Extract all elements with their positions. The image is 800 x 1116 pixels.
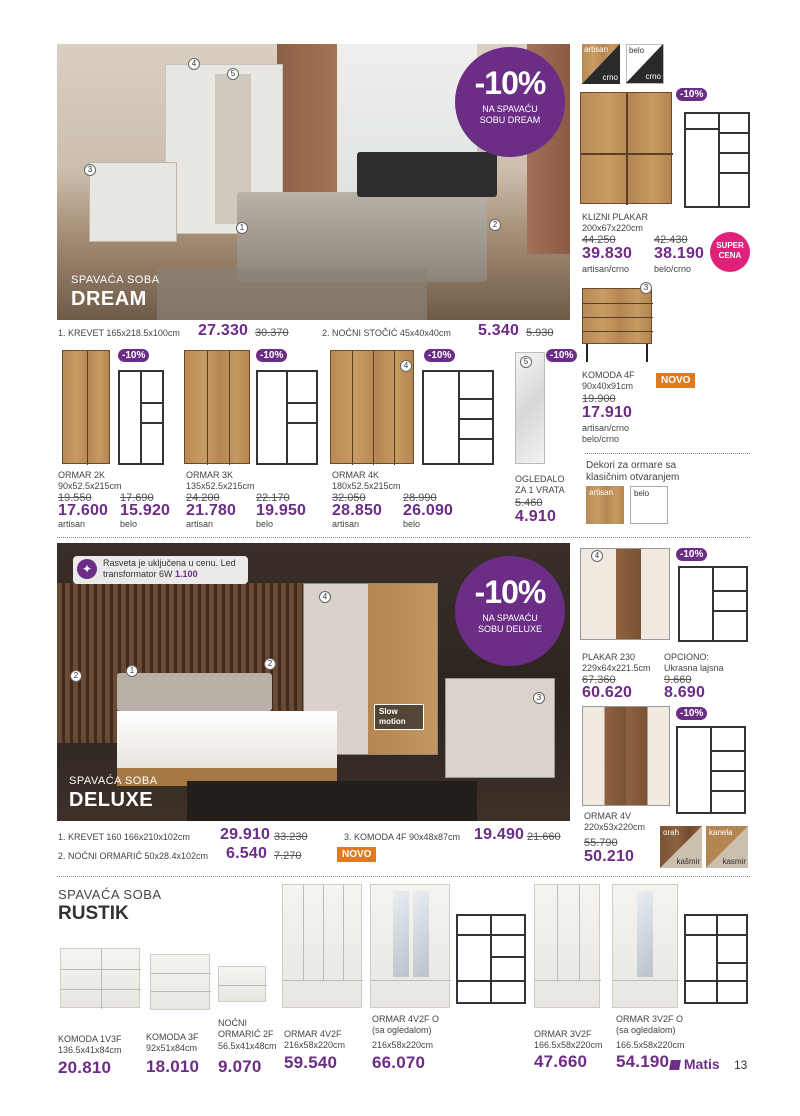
ogledalo-num-5: 5	[520, 356, 532, 368]
rustik-ormar-3v2f-o-image	[612, 884, 678, 1008]
deluxe-num-3: 3	[533, 692, 545, 704]
ormar4k-price1: 28.850	[332, 502, 383, 519]
ormar4v-name: ORMAR 4V	[584, 811, 632, 821]
deluxe-line2-old: 7.270	[274, 850, 302, 862]
klizni-plakar-interior	[684, 112, 750, 208]
rustik-item-1-dims: 92x51x84cm	[146, 1043, 198, 1053]
komoda-variants: artisan/crno belo/crno	[582, 423, 630, 444]
ogledalo-badge: -10%	[546, 349, 577, 362]
ormar2k-dims: 90x52.5x215cm	[58, 481, 122, 491]
rustik-item-4-name: ORMAR 4V2F O (sa ogledalom)	[372, 1014, 440, 1035]
ogledalo-image	[515, 352, 545, 464]
slow-motion-badge	[374, 704, 424, 730]
rustik-title-small: SPAVAĆA SOBA	[58, 887, 162, 902]
light-note-text	[103, 558, 248, 580]
plakar-dims: 200x67x220cm	[582, 223, 644, 233]
deluxe-swatch2-bottom: kasmir	[722, 857, 746, 866]
plakar-variant1: artisan/crno	[582, 264, 630, 274]
page-number: 13	[734, 1058, 748, 1072]
light-bulb-icon: ✦	[77, 559, 97, 579]
rustik-item-1-price: 18.010	[146, 1057, 200, 1076]
ormar2k-v1: artisan	[58, 519, 86, 529]
rustik-ormar-4v2f-o-image	[370, 884, 450, 1008]
ormar3k-dims: 135x52.5x215cm	[186, 481, 255, 491]
rustik-item-5-price: 47.660	[534, 1052, 588, 1071]
rustik-item-4-price: 66.070	[372, 1053, 426, 1072]
deluxe-line2-price: 6.540	[226, 845, 268, 862]
super-cena-text: SUPER CENA	[716, 241, 744, 260]
matis-logo-text: Matis	[683, 1056, 720, 1072]
ormar4k-interior	[422, 370, 494, 465]
swatch-kanela-kasmir	[706, 826, 748, 868]
rustik-item-4-dims: 216x58x220cm	[372, 1040, 434, 1050]
deluxe-num-2b: 2	[264, 658, 276, 670]
dream-num-4: 4	[188, 58, 200, 70]
ormar4v-badge: -10%	[676, 707, 707, 720]
swatch-belo-crno	[626, 44, 664, 84]
dream-title-small: SPAVAĆA SOBA	[71, 274, 160, 286]
opciono-price: 8.690	[664, 684, 706, 701]
ormar4v-old: 55.790	[584, 837, 618, 849]
swatch-artisan-crno	[582, 44, 620, 84]
ormar4k-price2: 26.090	[403, 502, 454, 519]
section-separator-1	[57, 537, 750, 538]
dream-line1-label: 1. KREVET 165x218.5x100cm	[58, 328, 180, 338]
ormar4v-dims: 220x53x220cm	[584, 822, 646, 832]
plakar230-price: 60.620	[582, 684, 633, 701]
plakar-price2: 38.190	[654, 245, 705, 262]
komoda-name: KOMODA 4F	[582, 370, 635, 380]
deluxe-num-1: 1	[126, 665, 138, 677]
rustik-nocni-image	[218, 966, 266, 1002]
plakar-old2: 42.430	[654, 234, 688, 246]
dekori-swatch-artisan	[586, 486, 624, 524]
deluxe-swatch2-top: kanela	[709, 828, 733, 837]
ormar4k-v1: artisan	[332, 519, 360, 529]
super-cena-badge	[710, 232, 750, 272]
ormar4k-dims: 180x52.5x215cm	[332, 481, 401, 491]
swatch1-top: artisan	[584, 45, 609, 54]
deluxe-novo-badge: NOVO	[337, 847, 376, 862]
plakar230-name: PLAKAR 230	[582, 652, 636, 662]
dream-promo-circle	[455, 47, 565, 157]
rustik-item-0-price: 20.810	[58, 1058, 112, 1077]
swatch1-bottom: crno	[602, 73, 618, 82]
rustik-item-2-price: 9.070	[218, 1057, 262, 1076]
deluxe-num-2a: 2	[70, 670, 82, 682]
ormar4k-old1: 32.050	[332, 492, 366, 504]
komoda-old: 19.900	[582, 393, 616, 405]
rustik-item-6-name: ORMAR 3V2F O (sa ogledalom)	[616, 1014, 684, 1035]
ormar4v-price: 50.210	[584, 848, 635, 865]
rustik-item-6-price: 54.190	[616, 1052, 670, 1071]
plakar230-image	[580, 548, 670, 640]
ormar3k-price1: 21.780	[186, 502, 237, 519]
rustik-item-3-name: ORMAR 4V2F	[284, 1029, 342, 1039]
rustik-item-2-dims: 56.5x41x48cm	[218, 1041, 277, 1051]
komoda-novo-badge: NOVO	[656, 373, 695, 388]
dekori-separator	[585, 453, 750, 454]
plakar230-old: 67.360	[582, 674, 616, 686]
ormar3k-old1: 24.200	[186, 492, 220, 504]
ormar3k-badge: -10%	[256, 349, 287, 362]
opciono-desc: Ukrasna lajsna	[664, 663, 724, 673]
dream-num-3: 3	[84, 164, 96, 176]
rustik-item-3-dims: 216x58x220cm	[284, 1040, 346, 1050]
deluxe-title-small: SPAVAĆA SOBA	[69, 775, 158, 787]
dekori-swatch-artisan-label: artisan	[589, 488, 614, 497]
ormar3k-interior	[256, 370, 318, 465]
deluxe-promo-circle	[455, 556, 565, 666]
ormar3k-old2: 22.170	[256, 492, 290, 504]
opciono-name: OPCIONO:	[664, 652, 710, 662]
dream-num-5: 5	[227, 68, 239, 80]
swatch-orah-kasmir	[660, 826, 702, 868]
ormar2k-v2: belo	[120, 519, 138, 529]
swatch2-top: belo	[629, 46, 645, 55]
ormar4k-v2: belo	[403, 519, 421, 529]
ormar4v-image	[582, 706, 670, 806]
deluxe-promo-text: NA SPAVAĆU SOBU DELUXE	[477, 613, 543, 634]
rustik-item-0-dims: 136.5x41x84cm	[58, 1045, 122, 1055]
deluxe-swatch1-top: orah	[663, 828, 680, 837]
ormar4v-interior	[676, 726, 746, 814]
deluxe-swatch1-bottom: kašmir	[676, 857, 700, 866]
ormar4k-name: ORMAR 4K	[332, 470, 380, 480]
komoda-4f-image	[582, 288, 652, 344]
dream-num-2: 2	[489, 219, 501, 231]
dream-line2-price: 5.340	[478, 322, 520, 339]
light-note-price: 1.100	[175, 569, 198, 579]
dream-promo-text: NA SPAVAĆU SOBU DREAM	[479, 104, 541, 125]
deluxe-line3-price: 19.490	[474, 826, 525, 843]
ogledalo-old: 5.460	[515, 497, 543, 509]
komoda-num-3: 3	[640, 282, 652, 294]
ogledalo-price: 4.910	[515, 508, 557, 525]
plakar230-badge: -10%	[676, 548, 707, 561]
deluxe-line1-label: 1. KREVET 160 166x210x102cm	[58, 832, 190, 842]
rustik-item-3-price: 59.540	[284, 1053, 338, 1072]
rustik-komoda-3f-image	[150, 954, 210, 1010]
matis-logo	[670, 1056, 720, 1072]
komoda-dims: 90x40x91cm	[582, 381, 634, 391]
dekori-text: Dekori za ormare sa klasičnim otvaranjem	[586, 460, 680, 483]
rustik-ormar-4v2f-image	[282, 884, 362, 1008]
deluxe-line3-label: 3. KOMODA 4F 90x48x87cm	[344, 832, 461, 842]
dekori-swatch-belo-label: belo	[634, 489, 650, 498]
deluxe-line3-old: 21.660	[527, 831, 561, 843]
light-note-desc: Rasveta je uključena u cenu. Led transformator 6W	[103, 558, 236, 579]
ormar3k-image	[184, 350, 250, 464]
dream-promo-pct: -10%	[474, 65, 546, 101]
deluxe-promo-pct: -10%	[474, 574, 546, 610]
deluxe-line1-old: 33.230	[274, 831, 308, 843]
dekori-swatch-belo	[630, 486, 668, 524]
deluxe-num-4: 4	[319, 591, 331, 603]
klizni-plakar-image	[580, 92, 672, 204]
ormar2k-name: ORMAR 2K	[58, 470, 106, 480]
ormar2k-price2: 15.920	[120, 502, 171, 519]
rustik-item-6-dims: 166.5x58x220cm	[616, 1040, 685, 1050]
komoda-price: 17.910	[582, 404, 633, 421]
ormar4k-num-4: 4	[400, 360, 412, 372]
dream-line2-label: 2. NOĆNI STOČIĆ 45x40x40cm	[322, 328, 451, 338]
ormar2k-old1: 19.550	[58, 492, 92, 504]
swatch2-bottom: crno	[645, 72, 661, 81]
rustik-item-5-dims: 166.5x58x220cm	[534, 1040, 603, 1050]
ogledalo-name: OGLEDALO ZA 1 VRATA	[515, 474, 565, 495]
ormar2k-old2: 17.690	[120, 492, 154, 504]
plakar230-interior	[678, 566, 748, 642]
rustik-komoda-1v3f-image	[60, 948, 140, 1008]
ormar2k-image	[62, 350, 110, 464]
rustik-title-big: RUSTIK	[58, 903, 129, 924]
deluxe-line1-price: 29.910	[220, 826, 271, 843]
plakar230-num-4: 4	[591, 550, 603, 562]
ormar2k-badge: -10%	[118, 349, 149, 362]
rustik-item-5-name: ORMAR 3V2F	[534, 1029, 592, 1039]
plakar-variant2: belo/crno	[654, 264, 692, 274]
plakar-old1: 44.250	[582, 234, 616, 246]
rustik-item-2-name: NOĆNI ORMARIĆ 2F	[218, 1018, 274, 1039]
ormar3k-v2: belo	[256, 519, 274, 529]
ormar3k-name: ORMAR 3K	[186, 470, 234, 480]
rustik-ormar-3v2f-interior	[684, 914, 748, 1004]
rustik-item-1-name: KOMODA 3F	[146, 1032, 199, 1042]
rustik-ormar-3v2f-image	[534, 884, 600, 1008]
matis-logo-icon	[669, 1060, 681, 1070]
ormar2k-price1: 17.600	[58, 502, 109, 519]
plakar-name: KLIZNI PLAKAR	[582, 212, 649, 222]
dream-title-big: DREAM	[71, 288, 147, 310]
ormar2k-interior	[118, 370, 164, 465]
ormar4k-badge: -10%	[424, 349, 455, 362]
rustik-item-0-name: KOMODA 1V3F	[58, 1034, 122, 1044]
plakar-badge: -10%	[676, 88, 707, 101]
dream-line1-price: 27.330	[198, 322, 249, 339]
dream-line2-old: 5.930	[526, 327, 554, 339]
slow-motion-text: Slow motion	[379, 707, 406, 726]
rustik-ormar-4v2f-interior	[456, 914, 526, 1004]
dream-line1-old: 30.370	[255, 327, 289, 339]
deluxe-title-big: DELUXE	[69, 789, 154, 811]
deluxe-line2-label: 2. NOĆNI ORMARIĆ 50x28.4x102cm	[58, 851, 209, 861]
plakar230-dims: 229x64x221.5cm	[582, 663, 651, 673]
ormar4k-old2: 28.990	[403, 492, 437, 504]
plakar-price1: 39.830	[582, 245, 633, 262]
dream-num-1: 1	[236, 222, 248, 234]
ormar3k-price2: 19.950	[256, 502, 307, 519]
ormar3k-v1: artisan	[186, 519, 214, 529]
section-separator-2	[57, 876, 750, 877]
opciono-old: 9.660	[664, 674, 692, 686]
